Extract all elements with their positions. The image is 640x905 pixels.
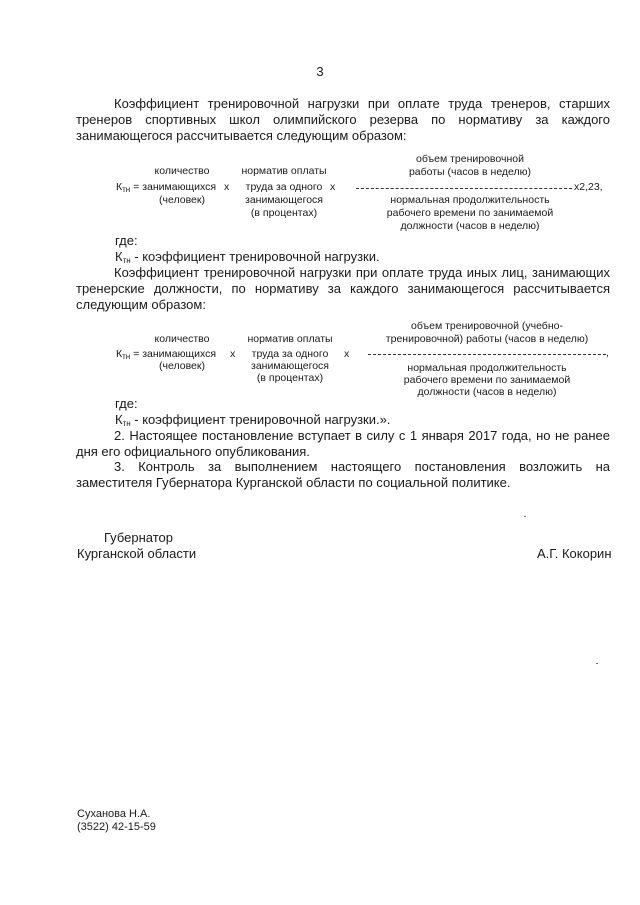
formula-1-tail: х2,23, xyxy=(574,181,603,193)
scan-speck xyxy=(524,516,526,517)
formula-2-numerator-line: объем тренировочной (учебно- xyxy=(411,320,563,332)
paragraph-coefficient-coaches: Коэффициент тренировочной нагрузки при оплате труда тренеров, старших тренеров спортивных школ олимпийского резерва по нормативу за каждого занимающегося рассчитывается следующим образом: xyxy=(76,96,610,143)
where-label-1: где: xyxy=(115,233,138,248)
formula-2-multiply-1: х xyxy=(230,348,236,360)
signatory-name: А.Г. Кокорин xyxy=(537,546,612,561)
formula-1-denominator-line: рабочего времени по занимаемой xyxy=(386,207,554,219)
formula-2-k-symbol: $К_{тн}$ = занимающихся xyxy=(116,348,217,361)
formula-2-denominator-line: должности (часов в неделю) xyxy=(417,386,557,398)
footer-author: Суханова Н.А. xyxy=(77,808,151,820)
formula-2-col2-line: занимающегося xyxy=(251,360,329,372)
formula-1-numerator-line: работы (часов в неделю) xyxy=(408,166,532,178)
formula-1-denominator-line: нормальная продолжительность xyxy=(390,194,550,206)
formula-1-col2-line: труда за одного xyxy=(245,181,323,193)
formula-1-col1-bottom: (человек) xyxy=(159,194,205,206)
formula-2-fraction-bar xyxy=(368,354,606,355)
page-number: 3 xyxy=(316,64,324,79)
paragraph-coefficient-other-coaches: Коэффициент тренировочной нагрузки при оплате труда иных лиц, занимающих тренерские должности, по нормативу за каждого занимающегося рассчитывается следующим образом: xyxy=(76,265,610,312)
formula-2-col1-top: количество xyxy=(154,333,210,345)
formula-2-tail: , xyxy=(606,347,609,359)
formula-2-denominator-line: нормальная продолжительность xyxy=(407,362,567,374)
formula-1-col2-line: занимающегося xyxy=(245,194,323,206)
formula-1-multiply-1: х xyxy=(224,181,230,193)
formula-1-col1-top: количество xyxy=(154,165,210,177)
definition-2: $К_{тн}$ - коэффициент тренировочной нагрузки.». xyxy=(115,412,391,428)
formula-1-k-symbol: $К_{тн}$ = занимающихся xyxy=(116,181,217,194)
formula-2-numerator-line: тренировочной) работы (часов в неделю) xyxy=(385,333,589,345)
formula-2-col1-bottom: (человек) xyxy=(159,360,205,372)
scan-speck xyxy=(596,663,598,664)
definition-1: $К_{тн}$ - коэффициент тренировочной нагрузки. xyxy=(115,249,380,265)
formula-1-denominator-line: должности (часов в неделю) xyxy=(400,220,540,232)
formula-1-col2-top: норматив оплаты xyxy=(241,165,327,177)
formula-2-denominator-line: рабочего времени по занимаемой xyxy=(403,374,571,386)
formula-1-fraction-bar xyxy=(356,188,572,189)
formula-2-col2-line: (в процентах) xyxy=(256,372,324,384)
where-label-2: где: xyxy=(115,396,138,411)
formula-1-numerator-line: объем тренировочной xyxy=(416,153,524,165)
formula-1-multiply-2: х xyxy=(330,181,336,193)
signatory-title-line-2: Курганской области xyxy=(77,546,197,561)
formula-2-multiply-2: х xyxy=(344,348,350,360)
signatory-title-line-1: Губернатор xyxy=(104,530,173,545)
paragraph-control: 3. Контроль за выполнением настоящего постановления возложить на заместителя Губернатора Курганской области по социальной политике. xyxy=(76,459,610,490)
formula-2-col2-top: норматив оплаты xyxy=(247,333,333,345)
footer-phone: (3522) 42-15-59 xyxy=(77,821,156,833)
paragraph-effective-date: 2. Настоящее постановление вступает в силу с 1 января 2017 года, но не ранее дня его официального опубликования. xyxy=(76,428,610,459)
formula-2-col2-line: труда за одного xyxy=(251,348,329,360)
formula-1-col2-line: (в процентах) xyxy=(250,207,318,219)
